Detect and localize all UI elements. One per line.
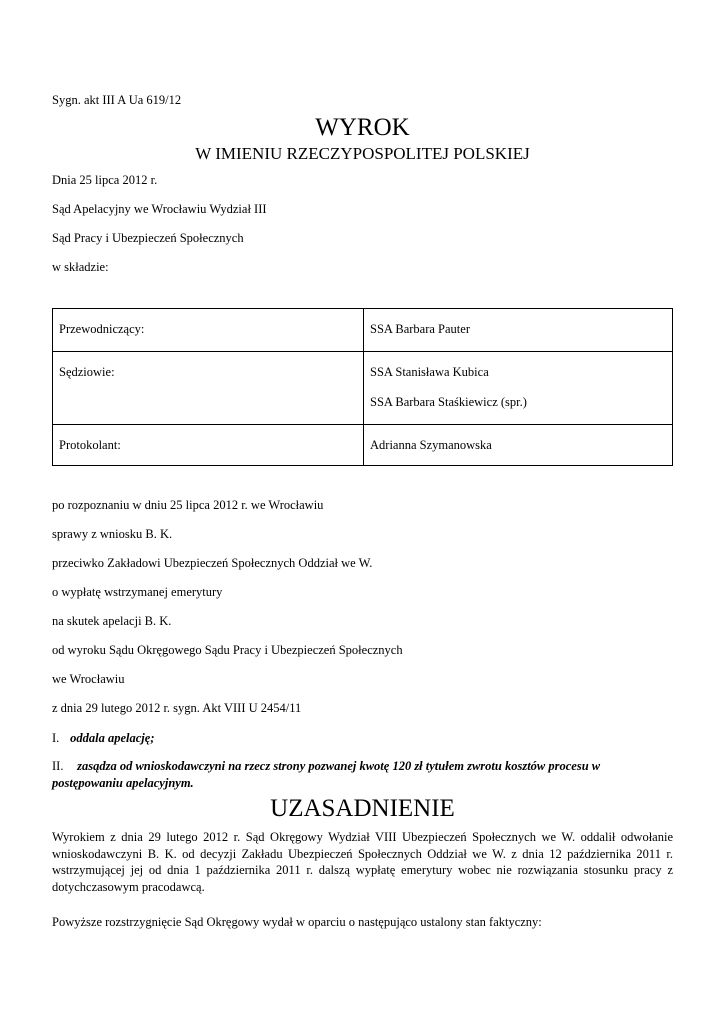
table-row-judges (53, 352, 673, 425)
table-row-chair (53, 309, 673, 352)
justification-paragraph-2: Powyższe rozstrzygnięcie Sąd Okręgowy wydał w oparciu o następująco ustalony stan faktyczny: (52, 915, 542, 929)
court-name: Sąd Apelacyjny we Wrocławiu Wydział III (52, 202, 267, 216)
ruling-item-2-text: zasądza od wnioskodawczyni na rzecz strony pozwanej kwotę 120 zł tytułem zwrotu kosztów procesu w postępowaniu apelacyjnym. (52, 759, 601, 790)
proceedings-line: we Wrocławiu (52, 672, 125, 686)
proceedings-line: na skutek apelacji B. K. (52, 614, 172, 628)
proceedings-line: o wypłatę wstrzymanej emerytury (52, 585, 223, 599)
judges-label: Sędziowie: (59, 365, 115, 379)
chair-label: Przewodniczący: (59, 322, 145, 336)
proceedings-line: przeciwko Zakładowi Ubezpieczeń Społecznych Oddział we W. (52, 556, 373, 570)
table-row-clerk (53, 425, 673, 466)
composition-label: w składzie: (52, 260, 109, 274)
ruling-item-2 (52, 758, 673, 791)
ruling-item-1-text: oddala apelację; (70, 731, 155, 745)
proceedings-line: sprawy z wniosku B. K. (52, 527, 173, 541)
ruling-item-2-label: II. (52, 759, 64, 773)
document-title: WYROK (315, 114, 410, 141)
clerk-name: Adrianna Szymanowska (370, 438, 492, 452)
justification-paragraph-1: Wyrokiem z dnia 29 lutego 2012 r. Sąd Okręgowy Wydział VIII Ubezpieczeń Społecznych we W. oddalił odwołanie wnioskodawczyni B. K. od decyzji Zakładu Ubezpieczeń Społecznych Oddział we W. z dnia 12 października 2011 r. wstrzymującej jej od dnia 1 października 2011 r. dalszą wypłatę emerytury wobec nie rozwiązania stosunku pracy z dotychczasowym pracodawcą. (52, 830, 673, 894)
judge-name-1: SSA Stanisława Kubica (370, 365, 489, 379)
court-division: Sąd Pracy i Ubezpieczeń Społecznych (52, 231, 244, 245)
judge-name-2: SSA Barbara Staśkiewicz (spr.) (370, 395, 527, 409)
document-subtitle: W IMIENIU RZECZYPOSPOLITEJ POLSKIEJ (195, 144, 530, 163)
justification-heading: UZASADNIENIE (270, 795, 455, 822)
court-composition-table (52, 308, 673, 466)
chair-name: SSA Barbara Pauter (370, 322, 470, 336)
ruling-item-1-label: I. (52, 731, 60, 745)
ruling-item-1 (52, 730, 154, 746)
proceedings-line: z dnia 29 lutego 2012 r. sygn. Akt VIII U 2454/11 (52, 701, 302, 715)
case-number: Sygn. akt III A Ua 619/12 (52, 93, 182, 107)
proceedings-line: po rozpoznaniu w dniu 25 lipca 2012 r. we Wrocławiu (52, 498, 324, 512)
judgment-date: Dnia 25 lipca 2012 r. (52, 173, 158, 187)
proceedings-line: od wyroku Sądu Okręgowego Sądu Pracy i Ubezpieczeń Społecznych (52, 643, 403, 657)
clerk-label: Protokolant: (59, 438, 121, 452)
